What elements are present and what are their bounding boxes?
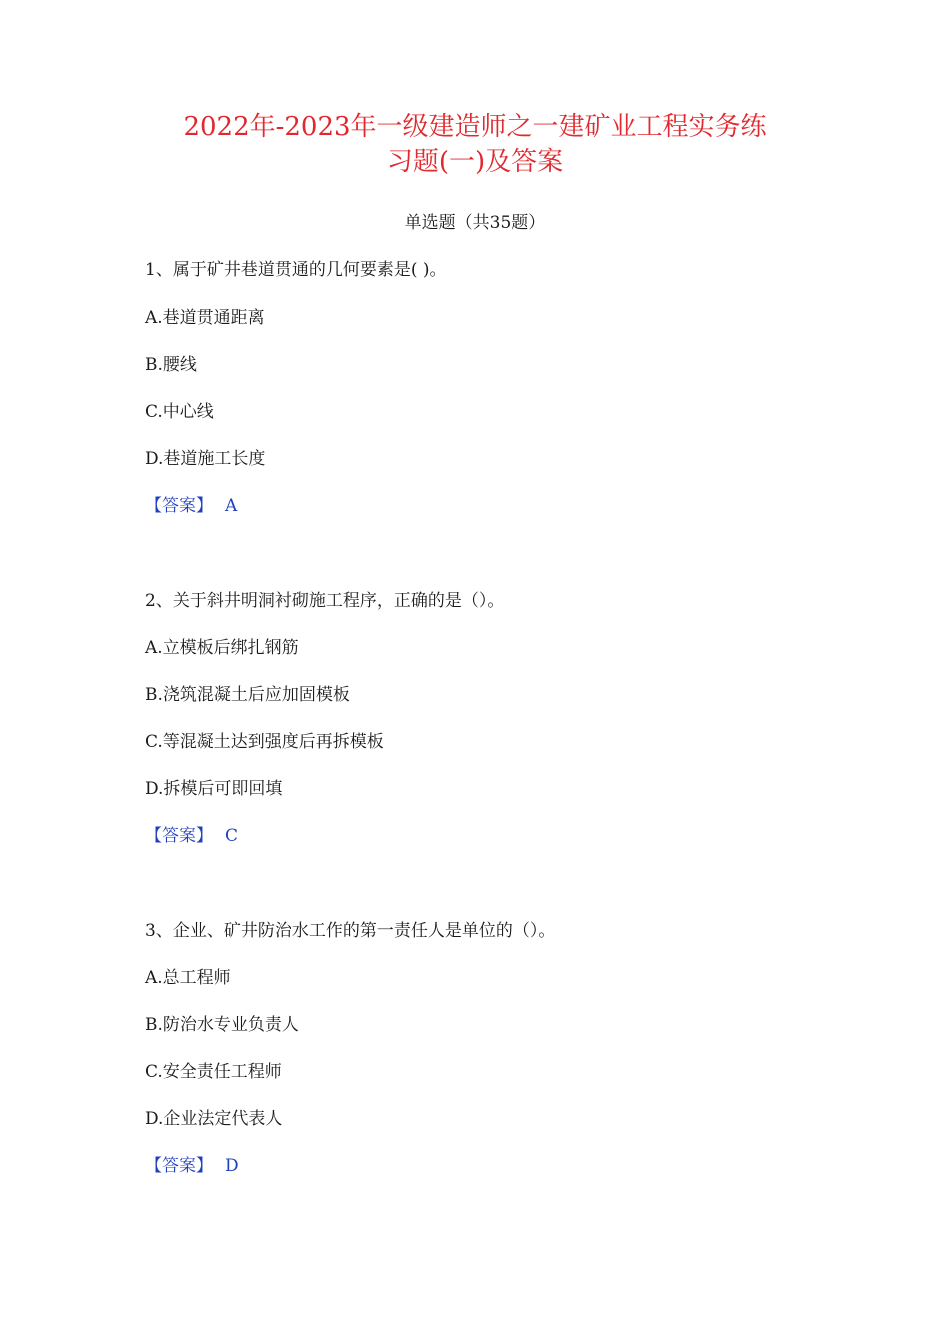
answer-value: C xyxy=(225,826,239,846)
answer-label: 【答案】 xyxy=(145,1156,213,1176)
question-2-stem: 2、关于斜井明洞衬砌施工程序，正确的是（）。 xyxy=(145,591,505,611)
question-3-option-d: D.企业法定代表人 xyxy=(145,1109,283,1129)
question-2-option-c: C.等混凝土达到强度后再拆模板 xyxy=(145,732,384,752)
question-2-option-a: A.立模板后绑扎钢筋 xyxy=(145,638,299,658)
answer-label: 【答案】 xyxy=(145,826,213,846)
question-3-option-b: B.防治水专业负责人 xyxy=(145,1015,299,1035)
question-1-option-b: B.腰线 xyxy=(145,355,197,375)
question-3-answer xyxy=(145,1153,239,1179)
document-title-line-2: 习题(一)及答案 xyxy=(386,147,564,177)
question-1-answer xyxy=(145,493,237,519)
question-2-option-b: B.浇筑混凝土后应加固模板 xyxy=(145,685,350,705)
question-1-stem: 1、属于矿井巷道贯通的几何要素是( )。 xyxy=(145,260,447,280)
answer-value: A xyxy=(225,496,238,516)
question-1-option-a: A.巷道贯通距离 xyxy=(145,308,265,328)
question-2-option-d: D.拆模后可即回填 xyxy=(145,779,283,799)
question-1-option-d: D.巷道施工长度 xyxy=(145,449,266,469)
question-1-option-c: C.中心线 xyxy=(145,402,214,422)
section-heading: 单选题（共35题） xyxy=(404,213,546,233)
question-2-answer xyxy=(145,823,238,849)
answer-label: 【答案】 xyxy=(145,496,213,516)
question-3-stem: 3、企业、矿井防治水工作的第一责任人是单位的（）。 xyxy=(145,921,556,941)
question-3-option-c: C.安全责任工程师 xyxy=(145,1062,282,1082)
answer-value: D xyxy=(225,1156,239,1176)
document-title-line-1: 2022年-2023年一级建造师之一建矿业工程实务练 xyxy=(183,112,767,142)
question-3-option-a: A.总工程师 xyxy=(145,968,231,988)
